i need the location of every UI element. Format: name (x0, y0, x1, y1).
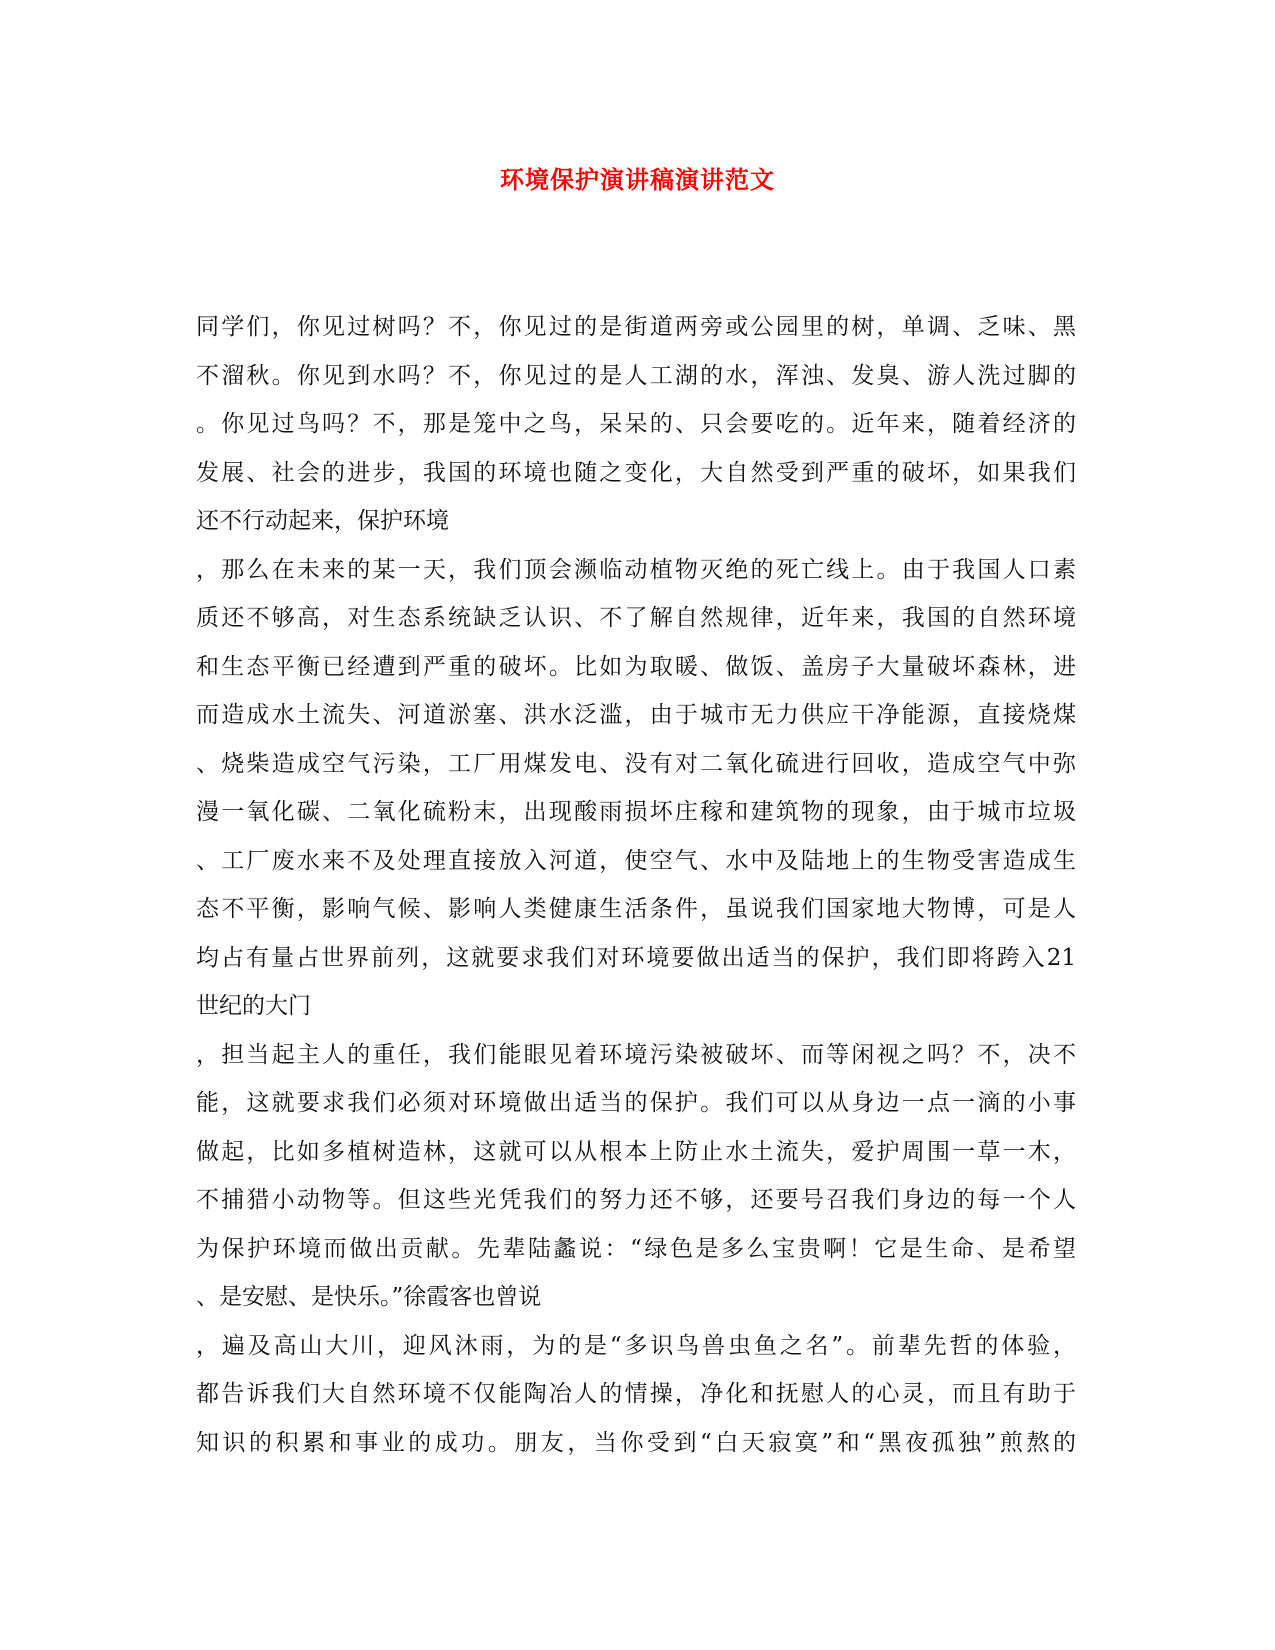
text-line: 能，这就要求我们必须对环境做出适当的保护。我们可以从身边一点一滴的小事 (196, 1090, 1076, 1116)
text-line: 、烧柴造成空气污染，工厂用煤发电、没有对二氧化硫进行回收，造成空气中弥 (196, 750, 1076, 777)
text-line: 漫一氧化碳、二氧化硫粉末，出现酸雨损坏庄稼和建筑物的现象，由于城市垃圾 (196, 799, 1076, 825)
text-line: 都告诉我们大自然环境不仅能陶冶人的情操，净化和抚慰人的心灵，而且有助于 (196, 1381, 1076, 1407)
text-line: 不溜秋。你见到水吗？不，你见过的是人工湖的水，浑浊、发臭、游人洗过脚的 (196, 362, 1076, 389)
text-line: 同学们，你见过树吗？不，你见过的是街道两旁或公园里的树，单调、乏味、黑 (196, 314, 1076, 340)
text-line: 不捕猎小动物等。但这些光凭我们的努力还不够，还要号召我们身边的每一个人 (196, 1187, 1076, 1213)
text-line: 态不平衡，影响气候、影响人类健康生活条件，虽说我们国家地大物博，可是人 (196, 896, 1076, 922)
text-line: 、工厂废水来不及处理直接放入河道，使空气、水中及陆地上的生物受害造成生 (196, 847, 1076, 874)
text-line: 质还不够高，对生态系统缺乏认识、不了解自然规律，近年来，我国的自然环境 (196, 605, 1076, 631)
text-line: ，担当起主人的重任，我们能眼见着环境污染被破坏、而等闲视之吗？不，决不 (196, 1041, 1076, 1068)
text-line: ，那么在未来的某一天，我们顶会濒临动植物灭绝的死亡线上。由于我国人口素 (196, 556, 1076, 583)
text-line: 做起，比如多植树造林，这就可以从根本上防止水土流失，爱护周围一草一木， (196, 1138, 1076, 1165)
text-line: 知识的积累和事业的成功。朋友，当你受到“白天寂寞”和“黑夜孤独”煎熬的 (196, 1429, 1076, 1456)
text-line: 为保护环境而做出贡献。先辈陆蠡说：“绿色是多么宝贵啊！它是生命、是希望 (196, 1235, 1076, 1262)
text-line: 世纪的大门 (196, 993, 311, 1019)
text-line: 和生态平衡已经遭到严重的破坏。比如为取暖、做饭、盖房子大量破坏森林，进 (196, 653, 1076, 680)
text-line: 发展、社会的进步，我国的环境也随之变化，大自然受到严重的破坏，如果我们 (196, 459, 1076, 486)
text-line: 、是安慰、是快乐。”徐霞客也曾说 (196, 1284, 542, 1310)
text-line: ，遍及高山大川，迎风沐雨，为的是“多识鸟兽虫鱼之名”。前辈先哲的体验， (196, 1332, 1076, 1359)
body-text (196, 303, 1076, 1467)
text-line: 还不行动起来，保护环境 (196, 508, 449, 534)
page-title: 环境保护演讲稿演讲范文 (500, 165, 775, 194)
text-line: 。你见过鸟吗？不，那是笼中之鸟，呆呆的、只会要吃的。近年来，随着经济的 (196, 411, 1076, 437)
text-line: 而造成水土流失、河道淤塞、洪水泛滥，由于城市无力供应干净能源，直接烧煤 (196, 702, 1076, 728)
text-line: 均占有量占世界前列，这就要求我们对环境要做出适当的保护，我们即将跨入21 (196, 944, 1076, 971)
